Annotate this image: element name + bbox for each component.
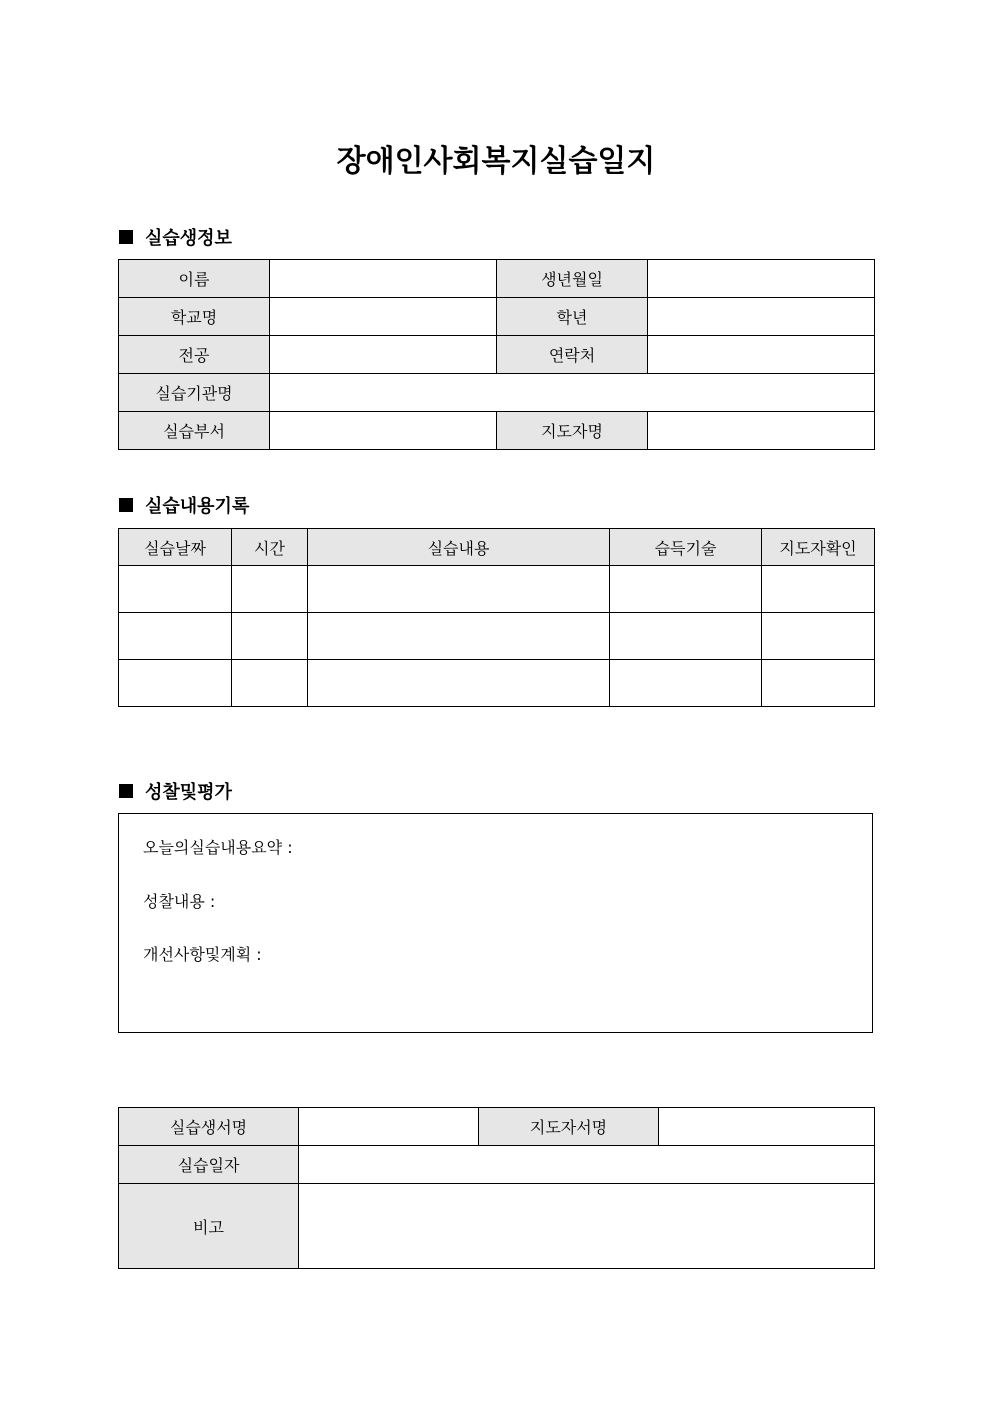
column-header-content: 실습내용 <box>308 529 610 566</box>
skills-cell[interactable] <box>610 566 762 613</box>
square-bullet-icon <box>119 230 133 244</box>
table-row <box>119 566 875 613</box>
label-major: 전공 <box>119 336 270 374</box>
content-cell[interactable] <box>308 613 610 660</box>
label-name: 이름 <box>119 260 270 298</box>
table-row <box>119 412 875 450</box>
square-bullet-icon <box>119 498 133 512</box>
section-heading-label: 실습내용기록 <box>145 496 250 517</box>
label-supervisor: 지도자명 <box>497 412 648 450</box>
supervisor-field[interactable] <box>648 412 875 450</box>
label-remarks: 비고 <box>119 1184 299 1269</box>
department-field[interactable] <box>270 412 497 450</box>
table-row <box>119 1108 875 1146</box>
supervisor-check-cell[interactable] <box>762 566 875 613</box>
label-birthdate: 생년월일 <box>497 260 648 298</box>
table-row <box>119 613 875 660</box>
remarks-field[interactable] <box>299 1184 875 1269</box>
major-field[interactable] <box>270 336 497 374</box>
label-grade: 학년 <box>497 298 648 336</box>
label-school: 학교명 <box>119 298 270 336</box>
table-row <box>119 660 875 707</box>
table-row <box>119 260 875 298</box>
label-practice-date: 실습일자 <box>119 1146 299 1184</box>
table-row <box>119 374 875 412</box>
reflection-box[interactable] <box>118 813 873 1033</box>
signature-table <box>118 1107 875 1269</box>
label-supervisor-signature: 지도자서명 <box>479 1108 659 1146</box>
table-row <box>119 298 875 336</box>
date-cell[interactable] <box>119 613 232 660</box>
supervisor-check-cell[interactable] <box>762 660 875 707</box>
student-signature-field[interactable] <box>299 1108 479 1146</box>
section-heading-reflection <box>119 778 232 804</box>
section-heading-student-info <box>119 224 232 250</box>
section-heading-practice-record <box>119 492 249 518</box>
column-header-date: 실습날짜 <box>119 529 232 566</box>
table-row <box>119 1146 875 1184</box>
supervisor-signature-field[interactable] <box>659 1108 875 1146</box>
time-cell[interactable] <box>232 613 308 660</box>
column-header-supervisor-check: 지도자확인 <box>762 529 875 566</box>
label-department: 실습부서 <box>119 412 270 450</box>
label-institution: 실습기관명 <box>119 374 270 412</box>
date-cell[interactable] <box>119 566 232 613</box>
table-header-row <box>119 529 875 566</box>
document-title: 장애인사회복지실습일지 <box>336 144 656 179</box>
supervisor-check-cell[interactable] <box>762 613 875 660</box>
school-field[interactable] <box>270 298 497 336</box>
birthdate-field[interactable] <box>648 260 875 298</box>
skills-cell[interactable] <box>610 613 762 660</box>
column-header-skills: 습득기술 <box>610 529 762 566</box>
reflection-content-label: 성찰내용 : <box>143 892 216 911</box>
section-heading-label: 성찰및평가 <box>145 782 232 803</box>
label-contact: 연락처 <box>497 336 648 374</box>
student-info-table <box>118 259 875 450</box>
improvement-plan-label: 개선사항및계획 : <box>143 945 262 964</box>
name-field[interactable] <box>270 260 497 298</box>
content-cell[interactable] <box>308 566 610 613</box>
contact-field[interactable] <box>648 336 875 374</box>
institution-field[interactable] <box>270 374 875 412</box>
practice-date-field[interactable] <box>299 1146 875 1184</box>
date-cell[interactable] <box>119 660 232 707</box>
time-cell[interactable] <box>232 566 308 613</box>
skills-cell[interactable] <box>610 660 762 707</box>
section-heading-label: 실습생정보 <box>145 228 232 249</box>
practice-record-table <box>118 528 875 707</box>
table-row <box>119 336 875 374</box>
time-cell[interactable] <box>232 660 308 707</box>
table-row <box>119 1184 875 1269</box>
label-student-signature: 실습생서명 <box>119 1108 299 1146</box>
grade-field[interactable] <box>648 298 875 336</box>
summary-label: 오늘의실습내용요약 : <box>143 838 293 857</box>
column-header-time: 시간 <box>232 529 308 566</box>
content-cell[interactable] <box>308 660 610 707</box>
square-bullet-icon <box>119 784 133 798</box>
